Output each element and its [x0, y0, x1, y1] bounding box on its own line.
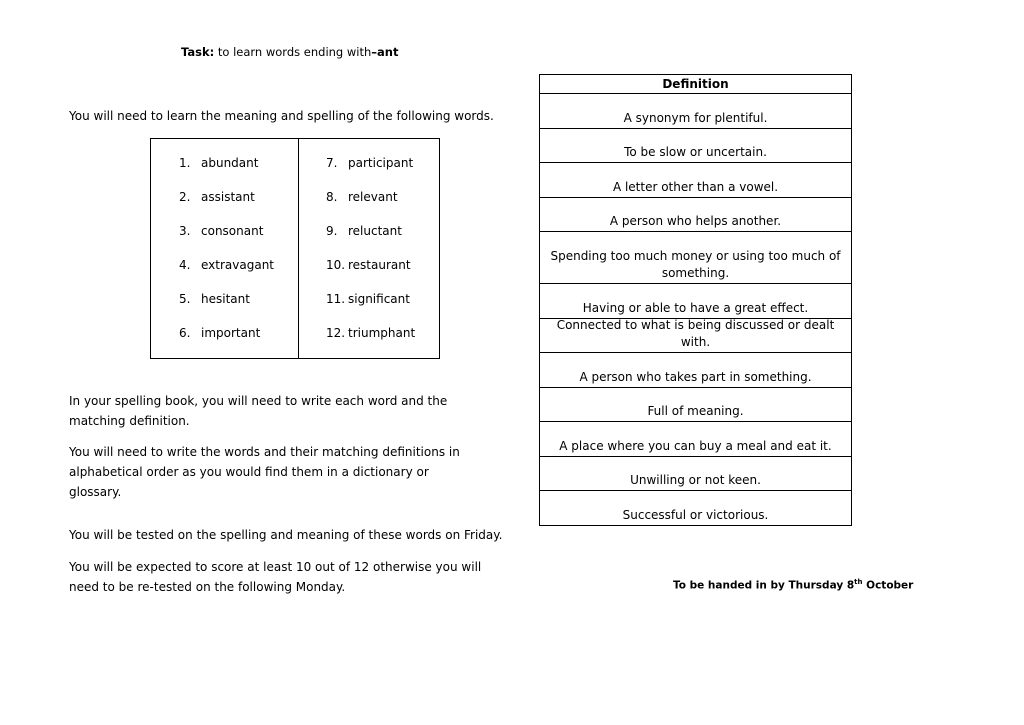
definition-row: A person who helps another. — [540, 198, 851, 232]
word-text: consonant — [201, 224, 264, 238]
word-text: restaurant — [348, 258, 411, 272]
word-text: significant — [348, 292, 410, 306]
definition-row: A person who takes part in something. — [540, 353, 851, 388]
word-item — [326, 224, 415, 258]
word-number: 8. — [326, 190, 338, 204]
hand-in-suffix: October — [862, 579, 914, 592]
word-item — [179, 190, 274, 224]
word-number: 6. — [179, 326, 191, 340]
word-text: abundant — [201, 156, 259, 170]
definition-row: Full of meaning. — [540, 388, 851, 422]
definition-table — [539, 74, 852, 526]
word-text: participant — [348, 156, 414, 170]
word-item — [179, 326, 274, 360]
word-number: 3. — [179, 224, 191, 238]
word-list-table — [150, 138, 440, 359]
word-number: 10. — [326, 258, 346, 272]
definition-row: Successful or victorious. — [540, 491, 851, 526]
definition-row: A letter other than a vowel. — [540, 163, 851, 198]
definition-row: Spending too much money or using too much of something. — [540, 232, 851, 284]
task-label: Task: — [181, 45, 215, 59]
instruction-paragraph-2: You will need to write the words and their matching definitions in alphabetical order as you would find them in a dictionary or glossary. — [69, 445, 460, 499]
word-column-left — [179, 156, 274, 360]
word-item — [326, 258, 415, 292]
word-item — [326, 326, 415, 360]
word-text: important — [201, 326, 261, 340]
word-number: 4. — [179, 258, 191, 272]
definition-header: Definition — [540, 75, 851, 94]
word-text: extravagant — [201, 258, 275, 272]
definition-row: A place where you can buy a meal and eat it. — [540, 422, 851, 457]
definition-row: Connected to what is being discussed or dealt with. — [540, 319, 851, 353]
task-heading — [181, 45, 398, 59]
word-text: relevant — [348, 190, 398, 204]
word-item — [326, 292, 415, 326]
definition-row: Having or able to have a great effect. — [540, 284, 851, 319]
task-text: to learn words ending with — [214, 45, 372, 59]
word-number: 9. — [326, 224, 338, 238]
word-item — [179, 292, 274, 326]
word-item — [326, 190, 415, 224]
word-number: 2. — [179, 190, 191, 204]
word-number: 11. — [326, 292, 346, 306]
word-text: assistant — [201, 190, 255, 204]
word-column-right — [326, 156, 415, 360]
definition-row: To be slow or uncertain. — [540, 129, 851, 163]
definition-row: A synonym for plentiful. — [540, 94, 851, 129]
word-item — [179, 258, 274, 292]
hand-in-note — [673, 578, 913, 592]
word-text: hesitant — [201, 292, 250, 306]
word-text: reluctant — [348, 224, 402, 238]
instruction-paragraph-3: You will be tested on the spelling and meaning of these words on Friday. — [69, 528, 503, 542]
instruction-paragraph-4: You will be expected to score at least 10 out of 12 otherwise you will need to be re-tested on the following Monday. — [69, 560, 482, 594]
task-suffix: –ant — [371, 45, 399, 59]
word-number: 1. — [179, 156, 191, 170]
word-item — [179, 156, 274, 190]
word-item — [179, 224, 274, 258]
definition-row: Unwilling or not keen. — [540, 457, 851, 491]
intro-text: You will need to learn the meaning and spelling of the following words. — [69, 109, 494, 123]
hand-in-prefix: To be handed in by Thursday 8 — [673, 579, 855, 592]
word-number: 7. — [326, 156, 338, 170]
word-item — [326, 156, 415, 190]
instruction-paragraph-1: In your spelling book, you will need to write each word and the matching definition. — [69, 394, 448, 428]
word-text: triumphant — [348, 326, 416, 340]
word-number: 12. — [326, 326, 346, 340]
hand-in-ordinal: th — [854, 578, 863, 586]
word-table-divider — [298, 139, 299, 358]
word-number: 5. — [179, 292, 191, 306]
